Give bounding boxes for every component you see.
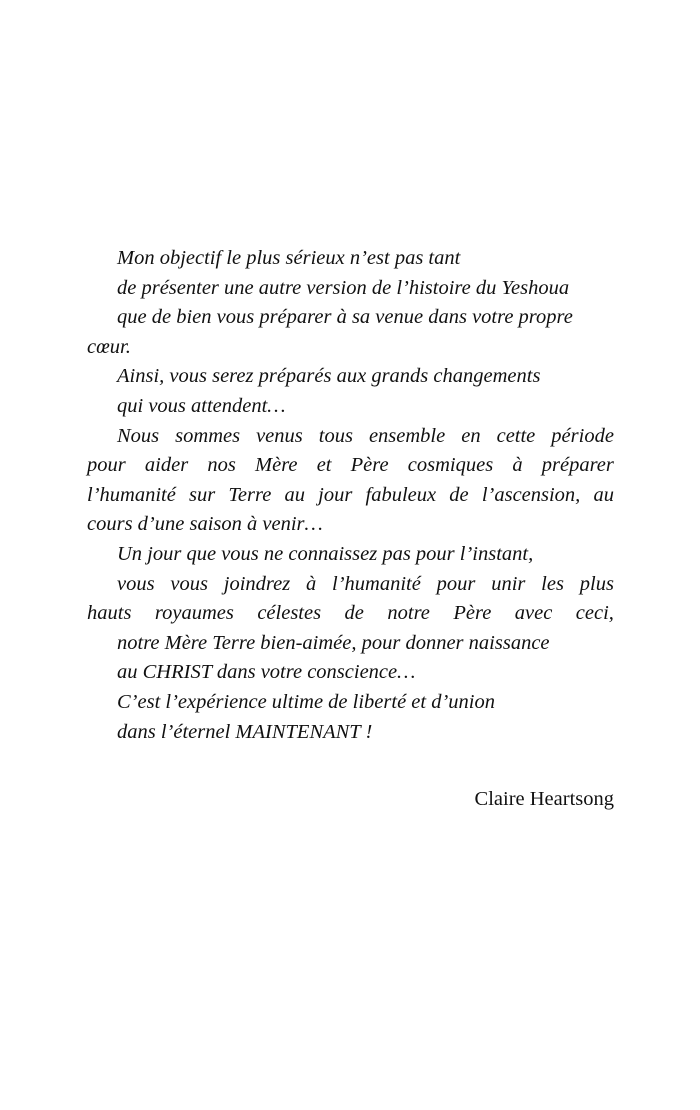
- word: célestes: [257, 602, 322, 625]
- text-line: dans l’éternel MAINTENANT !: [117, 720, 373, 743]
- word: à: [512, 454, 523, 477]
- word: ensemble: [368, 424, 446, 447]
- word: cette: [496, 424, 536, 447]
- text-line: Un jour que vous ne connaissez pas pour l’instant,: [117, 542, 534, 565]
- word: plus: [579, 572, 614, 595]
- word: hauts: [87, 602, 132, 625]
- word: pour: [436, 572, 476, 595]
- word: l’ascension,: [481, 483, 581, 506]
- text-line-justified: [87, 422, 614, 452]
- word: tous: [318, 424, 353, 447]
- text-line: Ainsi, vous serez préparés aux grands changements: [117, 365, 541, 388]
- text-line-justified: [87, 451, 614, 481]
- word: avec: [514, 602, 553, 625]
- author-signature: Claire Heartsong: [474, 788, 614, 810]
- text-line: de présenter une autre version de l’histoire du Yeshoua: [117, 276, 570, 299]
- word: Père: [350, 454, 389, 477]
- word: Père: [453, 602, 492, 625]
- word: ceci,: [575, 602, 614, 625]
- word: au: [284, 483, 305, 506]
- text-line: cœur.: [87, 335, 131, 358]
- word: Terre: [228, 483, 272, 506]
- word: en: [461, 424, 481, 447]
- word: jour: [318, 483, 353, 506]
- word: les: [541, 572, 564, 595]
- text-line: Mon objectif le plus sérieux n’est pas tant: [117, 247, 461, 269]
- word: sommes: [175, 424, 241, 447]
- word: fabuleux: [365, 483, 437, 506]
- word: l’humanité: [332, 572, 421, 595]
- word: sur: [189, 483, 216, 506]
- word: période: [551, 424, 614, 447]
- text-line-justified: [87, 570, 614, 600]
- word: vous: [170, 572, 208, 595]
- word: joindrez: [223, 572, 291, 595]
- word: au: [593, 483, 614, 506]
- word: cosmiques: [407, 454, 494, 477]
- word: venus: [256, 424, 303, 447]
- text-line: que de bien vous préparer à sa venue dans votre propre: [117, 306, 573, 329]
- word: aider: [144, 454, 189, 477]
- word: unir: [491, 572, 526, 595]
- word: notre: [387, 602, 430, 625]
- text-line: qui vous attendent…: [117, 394, 286, 417]
- word: vous: [117, 572, 155, 595]
- poem-text: [87, 244, 614, 747]
- word: et: [316, 454, 332, 477]
- word: nos: [207, 454, 236, 477]
- word: préparer: [541, 454, 614, 477]
- word: l’humanité: [87, 483, 176, 506]
- word: pour: [87, 454, 126, 477]
- word: à: [305, 572, 317, 595]
- text-line: notre Mère Terre bien-aimée, pour donner naissance: [117, 631, 550, 654]
- word: Nous: [117, 424, 160, 447]
- word: de: [449, 483, 469, 506]
- word: Mère: [255, 454, 298, 477]
- text-line: C’est l’expérience ultime de liberté et d’union: [117, 690, 495, 713]
- text-line-justified: [87, 599, 614, 629]
- text-line: au CHRIST dans votre conscience…: [117, 661, 416, 684]
- text-line-justified: [87, 481, 614, 511]
- text-line: cours d’une saison à venir…: [87, 513, 323, 536]
- word: royaumes: [154, 602, 234, 625]
- word: de: [344, 602, 364, 625]
